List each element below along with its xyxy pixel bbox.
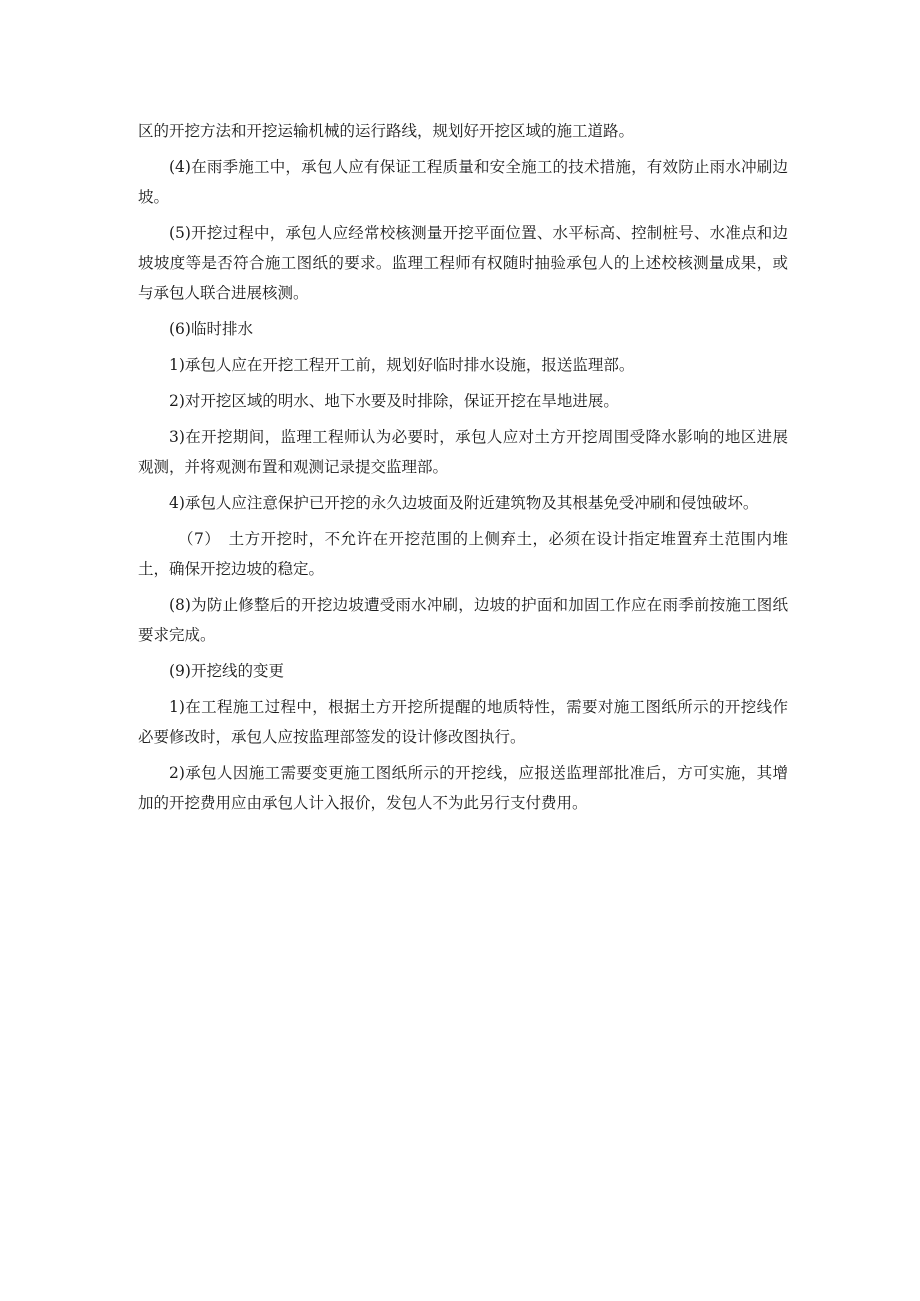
paragraph-item-7: （7） 土方开挖时，不允许在开挖范围的上侧弃土，必须在设计指定堆置弃土范围内堆土，确保开挖边坡的稳定。 <box>138 530 788 578</box>
paragraph-item-9-2: 2)承包人因施工需要变更施工图纸所示的开挖线，应报送监理部批准后，方可实施，其增加的开挖费用应由承包人计入报价，发包人不为此另行支付费用。 <box>138 764 788 812</box>
document-body <box>138 116 788 824</box>
paragraph-item-6-4: 4)承包人应注意保护已开挖的永久边坡面及附近建筑物及其根基免受冲刷和侵蚀破坏。 <box>169 494 759 512</box>
paragraph-item-6-3: 3)在开挖期间，监理工程师认为必要时，承包人应对土方开挖周围受降水影响的地区进展观测，并将观测布置和观测记录提交监理部。 <box>138 428 788 476</box>
paragraph-item-5: (5)开挖过程中，承包人应经常校核测量开挖平面位置、水平标高、控制桩号、水准点和边坡坡度等是否符合施工图纸的要求。监理工程师有权随时抽验承包人的上述校核测量成果，或与承包人联合进展核测。 <box>138 224 788 302</box>
paragraph-item-9-1: 1)在工程施工过程中，根据土方开挖所提醒的地质特性，需要对施工图纸所示的开挖线作必要修改时，承包人应按监理部签发的设计修改图执行。 <box>138 698 788 746</box>
paragraph-item-4: (4)在雨季施工中，承包人应有保证工程质量和安全施工的技术措施，有效防止雨水冲刷边坡。 <box>138 158 788 206</box>
paragraph-continuation: 区的开挖方法和开挖运输机械的运行路线，规划好开挖区域的施工道路。 <box>138 122 635 140</box>
paragraph-item-6-heading: (6)临时排水 <box>169 320 253 338</box>
paragraph-item-8: (8)为防止修整后的开挖边坡遭受雨水冲刷，边坡的护面和加固工作应在雨季前按施工图纸要求完成。 <box>138 596 788 644</box>
paragraph-item-6-2: 2)对开挖区域的明水、地下水要及时排除，保证开挖在旱地进展。 <box>169 392 619 410</box>
paragraph-item-9-heading: (9)开挖线的变更 <box>169 662 284 680</box>
paragraph-item-6-1: 1)承包人应在开挖工程开工前，规划好临时排水设施，报送监理部。 <box>169 356 635 374</box>
